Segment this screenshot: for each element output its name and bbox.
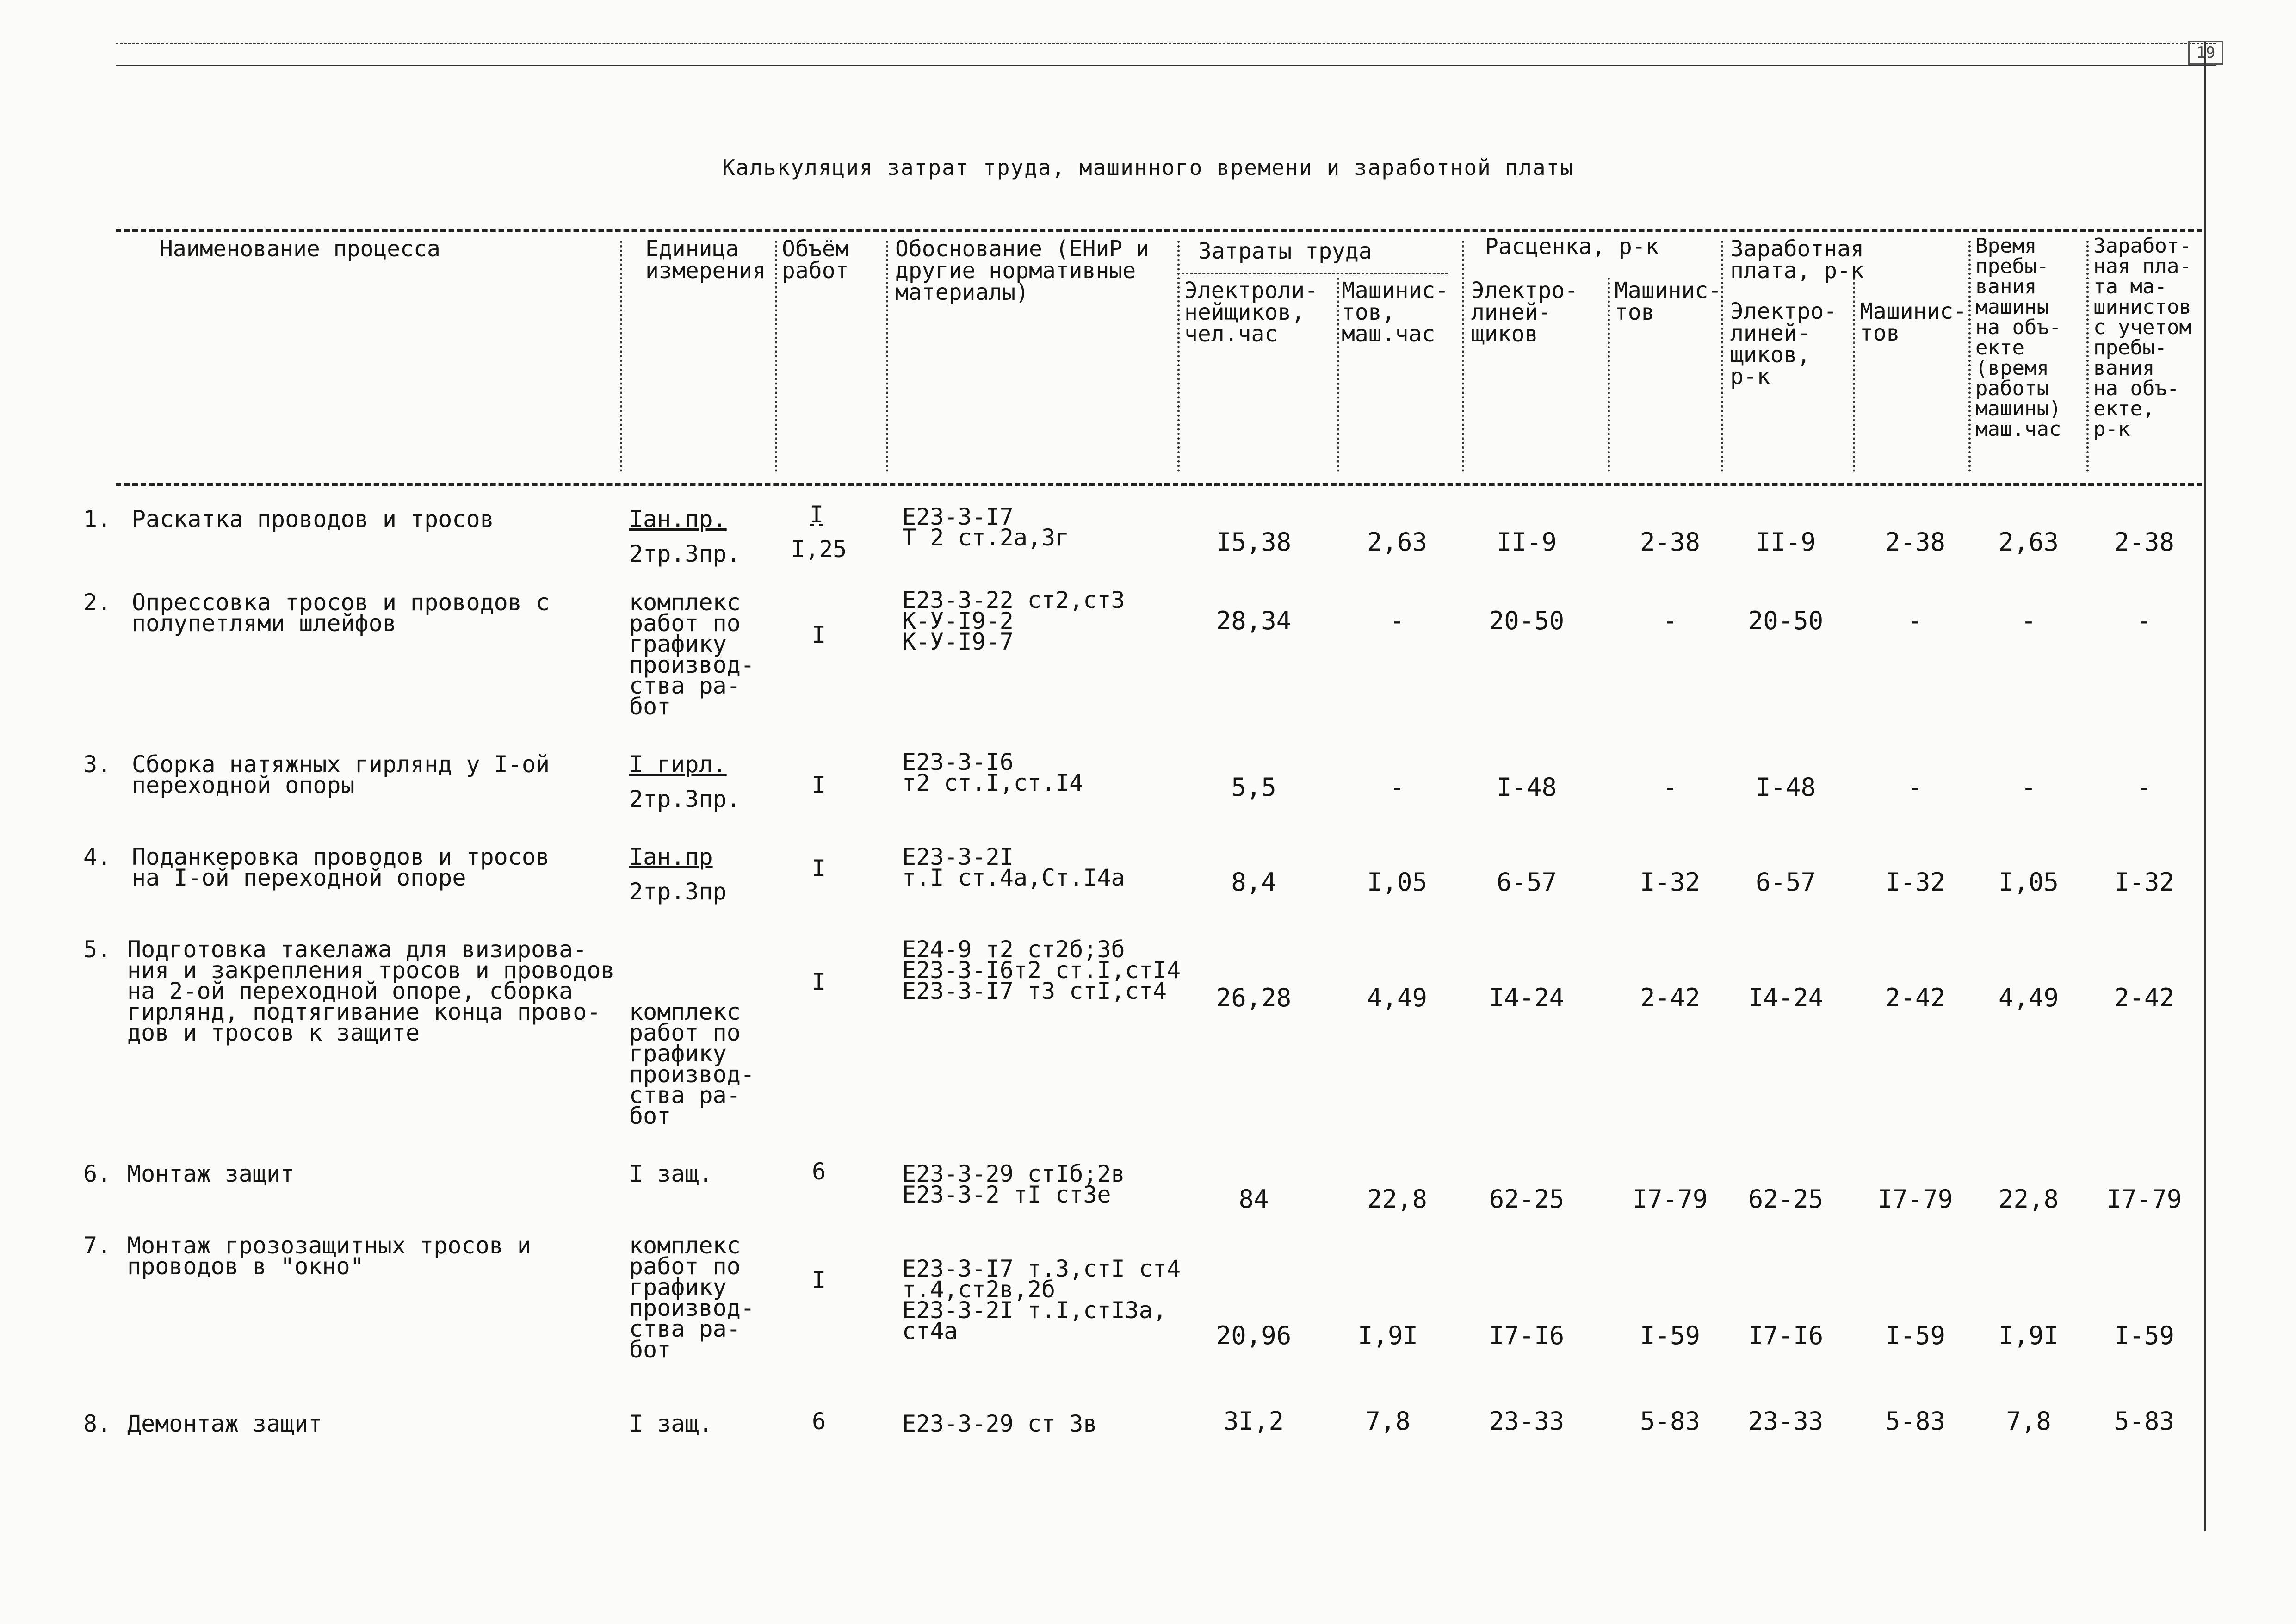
- volume: I: [812, 1267, 826, 1294]
- rate-machinist: 5-83: [1640, 1407, 1701, 1436]
- volume: 6: [812, 1408, 826, 1435]
- wage-machinist: І7-79: [1877, 1184, 1953, 1214]
- wage-electric: 23-33: [1748, 1407, 1824, 1436]
- header-labor-group: Затраты труда: [1198, 238, 1372, 264]
- row-number: 3.: [83, 751, 111, 778]
- basis: Е23-3-І7 Т 2 ст.2а,3г: [902, 503, 1070, 551]
- volume-bottom: I,25: [791, 536, 847, 563]
- labor-machinist: 7,8: [1365, 1407, 1411, 1436]
- col-sep-6: [1462, 241, 1464, 472]
- machinist-wage-total: І7-79: [2106, 1184, 2182, 1214]
- wage-machinist: 2-42: [1885, 983, 1946, 1012]
- process-name: Монтаж грозозащитных тросов и проводов в "окно": [127, 1232, 531, 1280]
- labor-machinist: І,05: [1367, 868, 1428, 897]
- basis: Е23-3-29 ст 3в: [902, 1410, 1097, 1437]
- col-sep-2: [775, 241, 777, 472]
- wage-electric: І-48: [1755, 773, 1816, 802]
- page-number: 19: [2188, 41, 2223, 65]
- labor-machinist: 2,63: [1367, 527, 1428, 557]
- header-wage-electric: Электро- линей- щиков, р-к: [1730, 298, 1838, 390]
- header-machine-time: Время пребы- вания машины на объ- екте (время работы машины) маш.час: [1975, 234, 2061, 441]
- machine-time: І,05: [1998, 868, 2059, 897]
- machinist-wage-total: 5-83: [2114, 1407, 2175, 1436]
- unit-top: Іан.пр.: [629, 506, 727, 533]
- wage-machinist: 2-38: [1885, 527, 1946, 557]
- rate-machinist: 2-38: [1640, 527, 1701, 557]
- labor-machinist: І,9І: [1357, 1321, 1418, 1350]
- header-process: Наименование процесса: [160, 236, 440, 262]
- row-number: 8.: [83, 1410, 111, 1437]
- header-unit: Единица измерения: [645, 236, 766, 284]
- col-sep-3: [886, 241, 888, 472]
- labor-electric: 3І,2: [1223, 1407, 1284, 1436]
- unit-bottom: 2тр.3пр.: [629, 786, 741, 812]
- labor-group-rule: [1177, 273, 1448, 274]
- header-bottom-rule: [116, 483, 2202, 486]
- machine-time: 22,8: [1998, 1184, 2059, 1214]
- row-number: 4.: [83, 843, 111, 870]
- machinist-wage-total: -: [2136, 773, 2152, 802]
- labor-machinist: 22,8: [1367, 1184, 1428, 1214]
- process-name: Поданкеровка проводов и тросов на І-ой переходной опоре: [132, 843, 550, 891]
- row-number: 2.: [83, 589, 111, 616]
- labor-electric: 28,34: [1216, 606, 1292, 635]
- header-wage-group: Заработная плата, р-к: [1730, 236, 1864, 284]
- rate-machinist: І7-79: [1632, 1184, 1708, 1214]
- col-sep-4: [1177, 241, 1180, 472]
- volume: I: [812, 855, 826, 882]
- unit-bottom: 2тр.3пр: [629, 878, 727, 905]
- rate-machinist: 2-42: [1640, 983, 1701, 1012]
- header-labor-electric: Электроли- нейщиков, чел.час: [1184, 278, 1318, 347]
- row-number: 7.: [83, 1232, 111, 1259]
- machinist-wage-total: 2-42: [2114, 983, 2175, 1012]
- rate-machinist: І-32: [1640, 868, 1701, 897]
- labor-machinist: -: [1389, 606, 1405, 635]
- process-name: Демонтаж защит: [127, 1410, 322, 1437]
- unit-bottom: 2тр.3пр.: [629, 540, 741, 567]
- labor-electric: 20,96: [1216, 1321, 1292, 1350]
- rate-electric: 6-57: [1496, 868, 1557, 897]
- col-sep-8: [1721, 241, 1723, 472]
- labor-electric: 5,5: [1231, 773, 1276, 802]
- wage-machinist: І-59: [1885, 1321, 1946, 1350]
- wage-electric: І4-24: [1748, 983, 1824, 1012]
- process-name: Раскатка проводов и тросов: [132, 506, 494, 533]
- rate-electric: І-48: [1496, 773, 1557, 802]
- rate-electric: І4-24: [1489, 983, 1565, 1012]
- header-basis: Обоснование (ЕНиР и другие нормативные материалы): [895, 236, 1150, 305]
- rate-machinist: -: [1662, 773, 1678, 802]
- wage-electric: ІІ-9: [1755, 527, 1816, 557]
- machinist-wage-total: -: [2136, 606, 2152, 635]
- wage-machinist: -: [1907, 773, 1923, 802]
- labor-electric: 84: [1238, 1184, 1269, 1214]
- header-rate-electric: Электро- линей- щиков: [1471, 278, 1578, 347]
- table-top-rule: [116, 229, 2202, 232]
- rate-machinist: -: [1662, 606, 1678, 635]
- machine-time: 2,63: [1998, 527, 2059, 557]
- machine-time: І,9І: [1998, 1321, 2059, 1350]
- process-name: Монтаж защит: [127, 1160, 295, 1187]
- row-number: 1.: [83, 506, 111, 533]
- labor-machinist: -: [1389, 773, 1405, 802]
- basis: Е23-3-29 стІб;2в Е23-3-2 тІ ст3е: [902, 1160, 1125, 1208]
- machinist-wage-total: І-32: [2114, 868, 2175, 897]
- wage-electric: І7-І6: [1748, 1321, 1824, 1350]
- unit: І защ.: [629, 1160, 713, 1187]
- wage-electric: 20-50: [1748, 606, 1824, 635]
- unit: комплекс работ по графику производ- ства ра- бот: [629, 589, 755, 720]
- top-scan-line-2: [116, 65, 2216, 66]
- wage-machinist: 5-83: [1885, 1407, 1946, 1436]
- unit-top: Іан.пр: [629, 843, 713, 870]
- machinist-wage-total: І-59: [2114, 1321, 2175, 1350]
- labor-electric: 8,4: [1231, 868, 1276, 897]
- col-sep-11: [2086, 241, 2089, 472]
- basis: Е23-3-І7 т.3,стІ ст4 т.4,ст2в,2б Е23-3-2І т.І,стІ3а, ст4а: [902, 1255, 1181, 1345]
- machine-time: -: [2021, 606, 2036, 635]
- rate-machinist: І-59: [1640, 1321, 1701, 1350]
- process-name: Сборка натяжных гирлянд у І-ой переходной опоры: [132, 751, 550, 799]
- header-machinist-wage-total: Заработ- ная пла- та ма- шинистов с учетом пребы- вания на объ- екте, р-к: [2093, 234, 2191, 441]
- wage-machinist: -: [1907, 606, 1923, 635]
- header-wage-machinist: Машинис- тов: [1860, 298, 1967, 346]
- process-name: Подготовка такелажа для визирова- ния и закрепления тросов и проводов на 2-ой переходной опоре, сборка гирлянд, подтягивание конца прово- дов и тросов к защите: [127, 936, 615, 1046]
- volume: I: [812, 621, 826, 648]
- machine-time: 4,49: [1998, 983, 2059, 1012]
- unit: комплекс работ по графику производ- ства ра- бот: [629, 1232, 755, 1363]
- wage-electric: 6-57: [1755, 868, 1816, 897]
- labor-machinist: 4,49: [1367, 983, 1428, 1012]
- unit: І защ.: [629, 1410, 713, 1437]
- machine-time: -: [2021, 773, 2036, 802]
- header-volume: Объём работ: [782, 236, 849, 284]
- col-sep-10: [1968, 241, 1971, 472]
- volume: 6: [812, 1158, 826, 1185]
- basis: Е24-9 т2 ст2б;3б Е23-3-І6т2 ст.І,стІ4 Е23-3-І7 т3 стІ,ст4: [902, 936, 1181, 1004]
- header-rate-group: Расценка, р-к: [1485, 234, 1659, 260]
- row-number: 6.: [83, 1160, 111, 1187]
- unit: комплекс работ по графику производ- ства ра- бот: [629, 998, 755, 1129]
- top-scan-line: [116, 43, 2216, 44]
- volume: I: [812, 772, 826, 799]
- right-border-line: [2204, 42, 2206, 1531]
- header-rate-machinist: Машинис- тов: [1615, 278, 1722, 325]
- rate-electric: 23-33: [1489, 1407, 1565, 1436]
- row-number: 5.: [83, 936, 111, 963]
- col-sep-7: [1608, 278, 1610, 472]
- col-sep-9: [1853, 278, 1855, 472]
- rate-electric: І7-І6: [1489, 1321, 1565, 1350]
- page-title: Калькуляция затрат труда, машинного времени и заработной платы: [722, 155, 1574, 180]
- labor-electric: 26,28: [1216, 983, 1292, 1012]
- basis: Е23-3-І6 т2 ст.І,ст.І4: [902, 749, 1083, 796]
- process-name: Опрессовка тросов и проводов с полупетлями шлейфов: [132, 589, 550, 637]
- volume: I: [812, 968, 826, 995]
- volume-top: I: [810, 501, 824, 528]
- machinist-wage-total: 2-38: [2114, 527, 2175, 557]
- basis: Е23-3-22 ст2,ст3 К-У-І9-2 К-У-І9-7: [902, 587, 1125, 655]
- col-sep-1: [620, 241, 622, 472]
- unit-top: І гирл.: [629, 751, 727, 778]
- wage-machinist: І-32: [1885, 868, 1946, 897]
- col-sep-5: [1337, 278, 1339, 472]
- basis: Е23-3-2І т.І ст.4а,Ст.І4а: [902, 843, 1125, 891]
- rate-electric: ІІ-9: [1496, 527, 1557, 557]
- wage-electric: 62-25: [1748, 1184, 1824, 1214]
- rate-electric: 20-50: [1489, 606, 1565, 635]
- machine-time: 7,8: [2006, 1407, 2051, 1436]
- labor-electric: І5,38: [1216, 527, 1292, 557]
- rate-electric: 62-25: [1489, 1184, 1565, 1214]
- header-labor-machinist: Машинис- тов, маш.час: [1342, 278, 1449, 347]
